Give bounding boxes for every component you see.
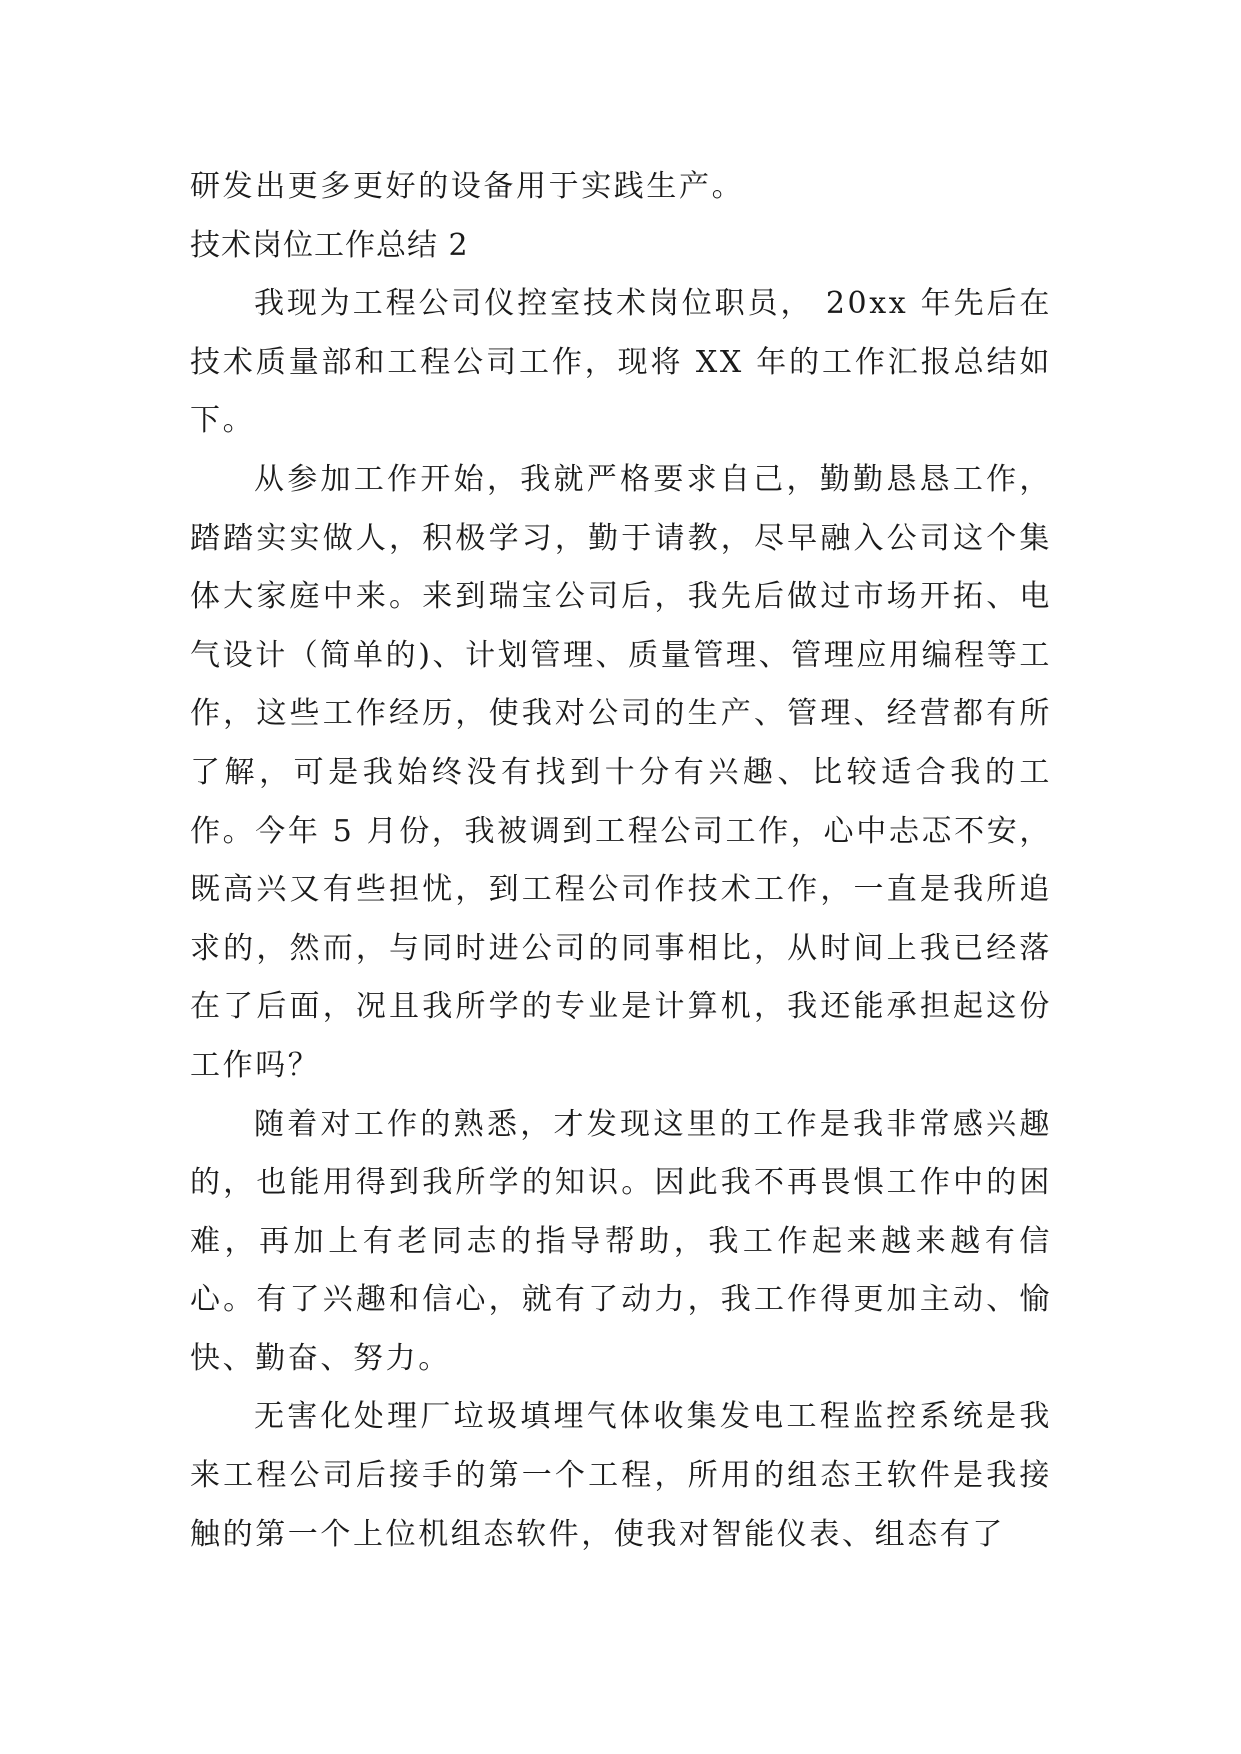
paragraph-intro: 我现为工程公司仪控室技术岗位职员， 20xx 年先后在技术质量部和工程公司工作，现将 XX 年的工作汇报总结如下。 bbox=[190, 286, 1052, 439]
paragraph-interest: 随着对工作的熟悉，才发现这里的工作是我非常感兴趣的，也能用得到我所学的知识。因此我不再畏惧工作中的困难，再加上有老同志的指导帮助，我工作起来越来越有信心。有了兴趣和信心，就有了动力，我工作得更加主动、愉快、勤奋、努力。 bbox=[190, 1106, 1052, 1376]
section-title: 技术岗位工作总结 2 bbox=[190, 227, 469, 263]
continuation-text: 研发出更多更好的设备用于实践生产。 bbox=[190, 169, 745, 204]
paragraph-work-history: 从参加工作开始，我就严格要求自己，勤勤恳恳工作，踏踏实实做人，积极学习，勤于请教，尽早融入公司这个集体大家庭中来。来到瑞宝公司后，我先后做过市场开拓、电气设计（简单的)、计划管理、质量管理、管理应用编程等工作，这些工作经历，使我对公司的生产、管理、经营都有所了解，可是我始终没有找到十分有兴趣、比较适合我的工作。今年 5 月份，我被调到工程公司工作，心中忐忑不安，既高兴又有些担忧，到工程公司作技术工作，一直是我所追求的，然而，与同时进公司的同事相比，从时间上我已经落在了后面，况且我所学的专业是计算机，我还能承担起这份工作吗？ bbox=[190, 461, 1052, 1083]
paragraph-first-project: 无害化处理厂垃圾填埋气体收集发电工程监控系统是我来工程公司后接手的第一个工程，所用的组态王软件是我接触的第一个上位机组态软件，使我对智能仪表、组态有了 bbox=[190, 1399, 1052, 1552]
document-body bbox=[190, 158, 1052, 1564]
